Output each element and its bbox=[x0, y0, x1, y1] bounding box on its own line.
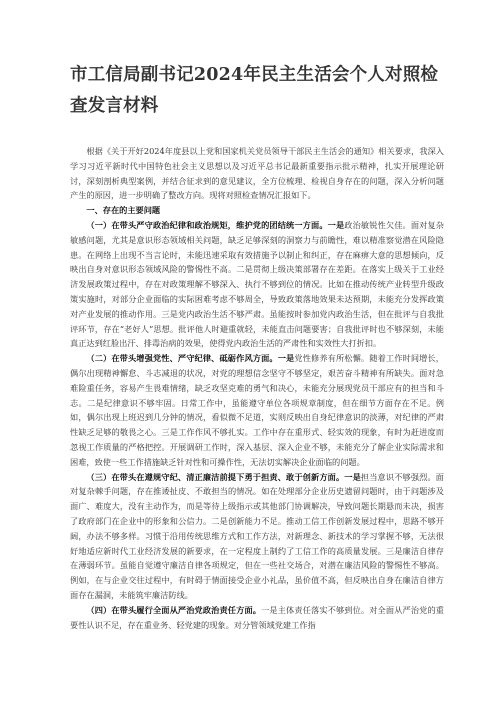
section-heading: 一、存在的主要问题 bbox=[86, 205, 161, 216]
paragraph-1-text: 政治敏锐性欠佳。面对复杂敏感问题，尤其是意识形态领域相关问题，缺乏足够深刻的洞察力与前瞻性，难以精准察觉潜在风险隐患。在网络上出现不当言论时，未能迅速采取有效措施予以制止和纠正，存在麻痹大意的思想倾向，反映出自身对意识形态领域风险的警惕性不高。二是贯彻上级决策部署存在差距。在落实上级关于工业经济发展政策过程中，存在对政策理解不够深入、执行不够到位的情况。比如在推动传统产业转型升级政策实施时，对部分企业面临的实际困难考虑不够周全，导致政策落地效果未达预期，未能充分发挥政策对产业发展的推动作用。三是党内政治生活不够严肃。虽能按时参加党内政治生活，但在批评与自我批评环节，存在“老好人”思想。批评他人时避重就轻，未能直击问题要害；自我批评时也不够深刻，未能真正达到红脸出汗、排毒治病的效果，使得党内政治生活的严肃性和实效性大打折扣。 bbox=[70, 219, 444, 349]
paragraph-1-lead: （一）在带头严守政治纪律和政治规矩，维护党的团结统一方面。一是 bbox=[86, 219, 345, 230]
paragraph-4-lead: （四）在带头履行全面从严治党政治责任方面。 bbox=[86, 604, 262, 615]
paragraph-1 bbox=[70, 218, 444, 351]
document-body bbox=[70, 144, 444, 632]
paragraph-3-lead: （三）在带头在遵规守纪、清正廉洁前提下勇于担责、敢于创新方面。一是 bbox=[86, 471, 361, 482]
paragraph-2-lead: （二）在带头增强党性、严守纪律、砥砺作风方面。一是 bbox=[86, 353, 295, 364]
paragraph-3 bbox=[70, 470, 444, 603]
paragraph-2-text: 党性修养有所松懈。随着工作时间增长，偶尔出现精神懈怠、斗志减退的状况，对党的理想信念坚守不够坚定，艰苦奋斗精神有所缺失。面对急难险重任务，容易产生畏难情绪，缺乏攻坚克难的勇气和决心，未能充分展现党员干部应有的担当和斗志。二是纪律意识不够牢固。日常工作中，虽能遵守单位各项规章制度，但在细节方面存在不足。例如，偶尔出现上班迟到几分钟的情况，看似微不足道，实则反映出自身纪律意识的淡薄，对纪律的严肃性缺乏足够的敬畏之心。三是工作作风不够扎实。工作中存在重形式、轻实效的现象，有时为赶进度而忽视工作质量的严格把控。开展调研工作时，深入基层、深入企业不够，未能充分了解企业实际需求和困难，致使一些工作措施缺乏针对性和可操作性，无法切实解决企业面临的问题。 bbox=[70, 353, 444, 467]
paragraph-4-text: 一是主体责任落实不够到位。对全面从严治党的重要性认识不足，存在重业务、轻党建的现象。对分管领域党建工作指 bbox=[70, 604, 444, 630]
intro-paragraph: 根据《关于开好2024年度县以上党和国家机关党员领导干部民主生活会的通知》相关要求，我深入学习习近平新时代中国特色社会主义思想以及习近平总书记最新重要指示批示精神，扎实开展理论研讨，深刻剖析典型案例，并结合征求到的意见建议，全方位梳理、检视自身存在的问题，深入分析问题产生的原因，进一步明确了整改方向。现将对照检查情况汇报如下。 bbox=[70, 146, 444, 201]
paragraph-2 bbox=[70, 351, 444, 469]
page-title: 市工信局副书记2024年民主生活会个人对照检查发言材料 bbox=[70, 65, 439, 116]
paragraph-4 bbox=[70, 603, 444, 633]
paragraph-3-text: 担当意识不够强烈。面对复杂棘手问题，存在推诿扯皮、不敢担当的情况。如在处理部分企业历史遗留问题时，由于问题涉及面广、难度大，没有主动作为，而是等待上级指示或其他部门协调解决，导致问题长期悬而未决，损害了政府部门在企业中的形象和公信力。二是创新能力不足。推动工信工作创新发展过程中，思路不够开阔，办法不够多样。习惯于沿用传统思维方式和工作方法，对新理念、新技术的学习掌握不够，无法很好地适应新时代工业经济发展的新要求，在一定程度上制约了工信工作的高质量发展。三是廉洁自律存在薄弱环节。虽能自觉遵守廉洁自律各项规定，但在一些社交场合，对潜在廉洁风险的警惕性不够高。例如，在与企业交往过程中，有时碍于情面接受企业小礼品，虽价值不高，但反映出自身在廉洁自律方面存在漏洞，未能筑牢廉洁防线。 bbox=[70, 471, 444, 600]
